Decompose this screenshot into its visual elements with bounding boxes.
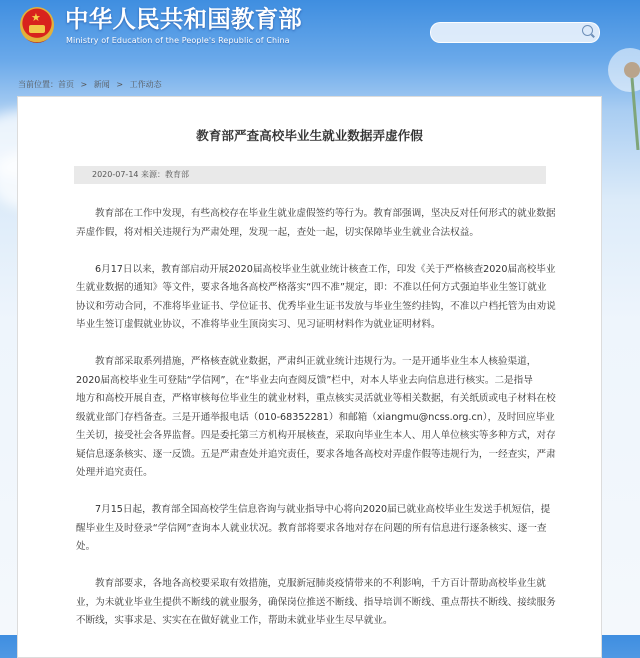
paragraph-line: 生关切，接受社会各界监督。四是委托第三方机构开展核查，采取向毕业生本人、用人单位核实等多种方式，对存 xyxy=(76,430,556,441)
article-card xyxy=(17,96,602,658)
article-body xyxy=(76,205,556,649)
paragraph-line: 处理并追究责任。 xyxy=(76,467,153,478)
paragraph-line: 教育部在工作中发现，有些高校存在毕业生就业虚假签约等行为。教育部强调，坚决反对任何形式的就业数据 xyxy=(95,208,556,219)
paragraph-line: 级就业部门存档备查。三是开通举报电话（010-68352281）和邮箱（xiangmu@ncss.org.cn），及时回应毕业 xyxy=(76,411,555,423)
paragraph-line: 协议和劳动合同，不准将毕业证书、学位证书、优秀毕业生证书发放与毕业生签约挂钩，不准以户档托管为由劝说 xyxy=(76,300,556,312)
article-title: 教育部严查高校毕业生就业数据弄虚作假 xyxy=(196,128,423,143)
paragraph-line: 毕业生签订虚假就业协议，不准将毕业生顶岗实习、见习证明材料作为就业证明材料。 xyxy=(76,319,441,330)
paragraph-line: 教育部采取系列措施，严格核查就业数据，严肃纠正就业统计违规行为。一是开通毕业生本人核验渠道， xyxy=(95,356,537,367)
paragraph-line: 生就业数据的通知》等文件，要求各地各高校严格落实“四不准”规定，即：不准以任何方式强迫毕业生签订就业 xyxy=(76,282,547,293)
breadcrumb-separator: > xyxy=(116,80,124,89)
article-date-source: 2020-07-14 来源：教育部 xyxy=(92,170,190,179)
paragraph-line: 疑信息逐条核实、逐一反馈。五是严肃查处并追究责任，要求各地各高校对弄虚作假等违规行为，一经查实，严肃 xyxy=(76,448,556,460)
national-emblem-logo[interactable] xyxy=(20,7,54,43)
gate-icon xyxy=(29,25,45,33)
paragraph-line: 处。 xyxy=(76,541,96,552)
star-icon: ★ xyxy=(31,11,41,24)
site-title[interactable]: 中华人民共和国教育部 xyxy=(65,5,302,33)
breadcrumb-home[interactable]: 首页 xyxy=(58,80,74,89)
paragraph-line: 业，为未就业毕业生提供不断线的就业服务，确保岗位推送不断线、指导培训不断线、重点帮扶不断线、接续服务 xyxy=(76,596,556,608)
paragraph-line: 弄虚作假，将对相关违规行为严肃处理，发现一起，查处一起，切实保障毕业生就业合法权益。 xyxy=(76,226,479,238)
search-box[interactable] xyxy=(430,22,600,43)
breadcrumb-work-updates[interactable]: 工作动态 xyxy=(129,80,162,89)
article-paragraph xyxy=(76,353,556,483)
article-meta xyxy=(74,166,546,184)
dandelion-decoration xyxy=(600,40,640,150)
paragraph-line: 6月17日以来，教育部启动开展2020届高校毕业生就业统计核查工作，印发《关于严格核查2020届高校毕业 xyxy=(95,263,556,275)
article-paragraph xyxy=(76,575,556,631)
paragraph-line: 地方和高校开展自查，严格审核每位毕业生的就业材料，重点核实灵活就业等相关数据，有关纸质或电子材料在校 xyxy=(76,393,556,404)
paragraph-line: 7月15日起，教育部全国高校学生信息咨询与就业指导中心将向2020届已就业高校毕业生发送手机短信，提 xyxy=(95,504,551,515)
search-input[interactable] xyxy=(439,26,583,45)
paragraph-line: 不断线，实事求是、实实在在做好就业工作，帮助未就业毕业生尽早就业。 xyxy=(76,615,393,626)
breadcrumb-news[interactable]: 新闻 xyxy=(93,80,110,89)
article-paragraph xyxy=(76,501,551,557)
breadcrumb xyxy=(18,79,166,90)
breadcrumb-label: 当前位置： xyxy=(18,80,58,89)
paragraph-line: 醒毕业生及时登录“学信网”查询本人就业状况。教育部将要求各地对存在问题的所有信息进行逐条核实、逐一查 xyxy=(76,522,547,534)
breadcrumb-separator: > xyxy=(80,80,88,89)
paragraph-line: 教育部要求，各地各高校要采取有效措施，克服新冠肺炎疫情带来的不利影响，千方百计帮助高校毕业生就 xyxy=(95,578,546,589)
article-paragraph xyxy=(76,261,556,335)
article-paragraph xyxy=(76,205,556,242)
paragraph-line: 2020届高校毕业生可登陆“学信网”，在“毕业去向查阅反馈”栏中，对本人毕业去向信息进行核实。二是指导 xyxy=(76,374,533,386)
search-icon[interactable] xyxy=(582,25,593,36)
site-subtitle: Ministry of Education of the People's Republic of China xyxy=(66,36,290,45)
